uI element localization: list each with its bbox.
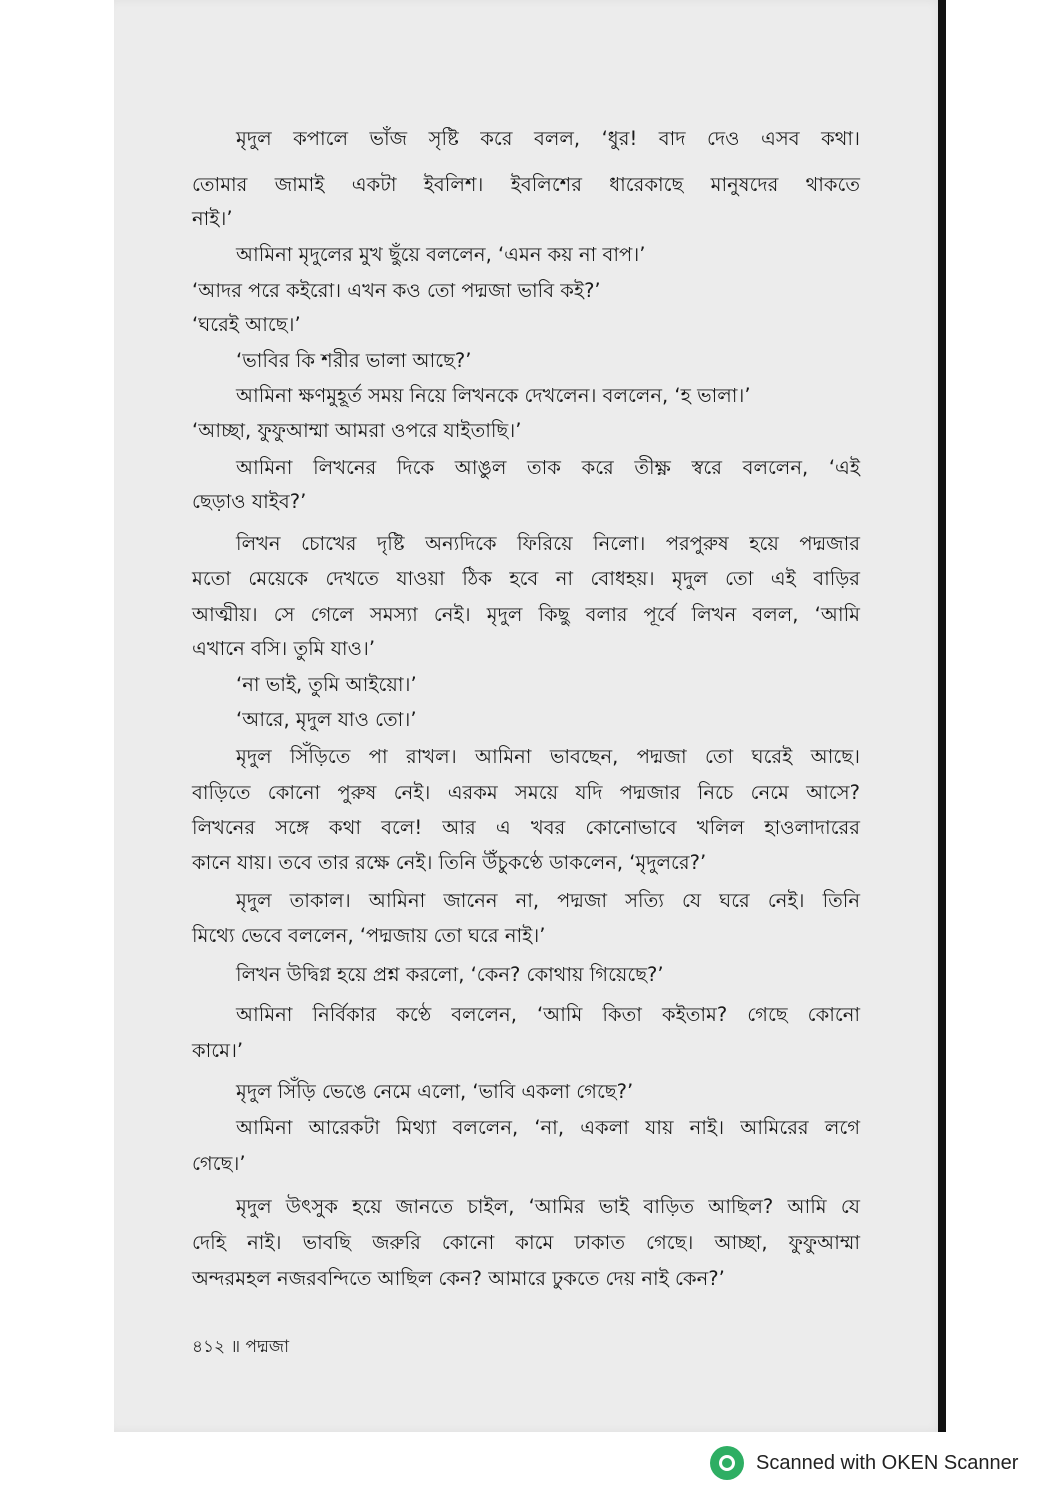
scanner-label: Scanned with OKEN Scanner (756, 1451, 1019, 1474)
text-line-19: বাড়িতে কোনো পুরুষ নেই। এরকম সময়ে যদি পদ্মজার নিচে নেমে আসে? (192, 781, 860, 804)
text-line-17: ‘আরে, মৃদুল যাও তো।’ (236, 708, 417, 731)
text-line-31: দেহি নাই। ভাবছি জরুরি কোনো কামে ঢাকাত গেছে। আচ্ছা, ফুফুআম্মা (192, 1231, 860, 1254)
text-line-5: ‘আদর পরে কইরো। এখন কও তো পদ্মজা ভাবি কই?’ (192, 279, 601, 302)
page-edge-shadow (938, 0, 946, 1432)
text-line-32: অন্দরমহল নজরবন্দিতে আছিল কেন? আমারে ঢুকতে দেয় নাই কেন?’ (192, 1267, 725, 1290)
text-line-6: ‘ঘরেই আছে।’ (192, 313, 301, 336)
text-line-9: ‘আচ্ছা, ফুফুআম্মা আমরা ওপরে যাইতাছি।’ (192, 419, 522, 442)
text-line-27: মৃদুল সিঁড়ি ভেঙে নেমে এলো, ‘ভাবি একলা গেছে?’ (236, 1080, 634, 1103)
text-line-10: আমিনা লিখনের দিকে আঙুল তাক করে তীক্ষ্ণ স্বরে বললেন, ‘এই (236, 456, 860, 479)
text-line-15: এখানে বসি। তুমি যাও।’ (192, 637, 376, 660)
text-line-20: লিখনের সঙ্গে কথা বলে! আর এ খবর কোনোভাবে খলিল হাওলাদারের (192, 816, 860, 839)
text-line-14: আত্মীয়। সে গেলে সমস্যা নেই। মৃদুল কিছু বলার পূর্বে লিখন বলল, ‘আমি (192, 603, 860, 626)
text-line-4: আমিনা মৃদুলের মুখ ছুঁয়ে বললেন, ‘এমন কয় না বাপ।’ (236, 243, 646, 266)
text-line-18: মৃদুল সিঁড়িতে পা রাখল। আমিনা ভাবছেন, পদ্মজা তো ঘরেই আছে। (236, 745, 860, 768)
text-line-13: মতো মেয়েকে দেখতে যাওয়া ঠিক হবে না বোধহয়। মৃদুল তো এই বাড়ির (192, 567, 860, 590)
text-line-2: তোমার জামাই একটা ইবলিশ। ইবলিশের ধারেকাছে মানুষদের থাকতে (192, 173, 860, 196)
text-line-3: নাই।’ (192, 207, 233, 230)
page-number-footer: ৪১২ ॥ পদ্মজা (192, 1337, 290, 1357)
text-line-22: মৃদুল তাকাল। আমিনা জানেন না, পদ্মজা সত্যি যে ঘরে নেই। তিনি (236, 889, 860, 912)
text-line-29: গেছে।’ (192, 1152, 246, 1175)
scanner-logo-icon (710, 1446, 744, 1480)
text-line-28: আমিনা আরেকটা মিথ্যা বললেন, ‘না, একলা যায় নাই। আমিরের লগে (236, 1116, 860, 1139)
text-line-25: আমিনা নির্বিকার কণ্ঠে বললেন, ‘আমি কিতা কইতাম? গেছে কোনো (236, 1003, 860, 1026)
text-line-26: কামে।’ (192, 1039, 244, 1062)
scanner-watermark (710, 1446, 1018, 1480)
text-line-21: কানে যায়। তবে তার রক্ষে নেই। তিনি উঁচুকণ্ঠে ডাকলেন, ‘মৃদুলরে?’ (192, 851, 707, 874)
text-line-8: আমিনা ক্ষণমুহূর্ত সময় নিয়ে লিখনকে দেখলেন। বললেন, ‘হ ভালা।’ (236, 384, 751, 407)
text-line-1: মৃদুল কপালে ভাঁজ সৃষ্টি করে বলল, ‘ধুর! বাদ দেও এসব কথা। (236, 127, 860, 150)
text-line-12: লিখন চোখের দৃষ্টি অন্যদিকে ফিরিয়ে নিলো। পরপুরুষ হয়ে পদ্মজার (236, 532, 860, 555)
text-line-11: ছেড়াও যাইব?’ (192, 490, 307, 513)
text-line-24: লিখন উদ্বিগ্ন হয়ে প্রশ্ন করলো, ‘কেন? কোথায় গিয়েছে?’ (236, 963, 664, 986)
text-line-30: মৃদুল উৎসুক হয়ে জানতে চাইল, ‘আমির ভাই বাড়িত আছিল? আমি যে (236, 1195, 860, 1218)
text-line-23: মিথ্যে ভেবে বললেন, ‘পদ্মজায় তো ঘরে নাই।’ (192, 924, 546, 947)
text-line-7: ‘ভাবির কি শরীর ভালা আছে?’ (236, 349, 472, 372)
text-line-16: ‘না ভাই, তুমি আইয়ো।’ (236, 673, 417, 696)
